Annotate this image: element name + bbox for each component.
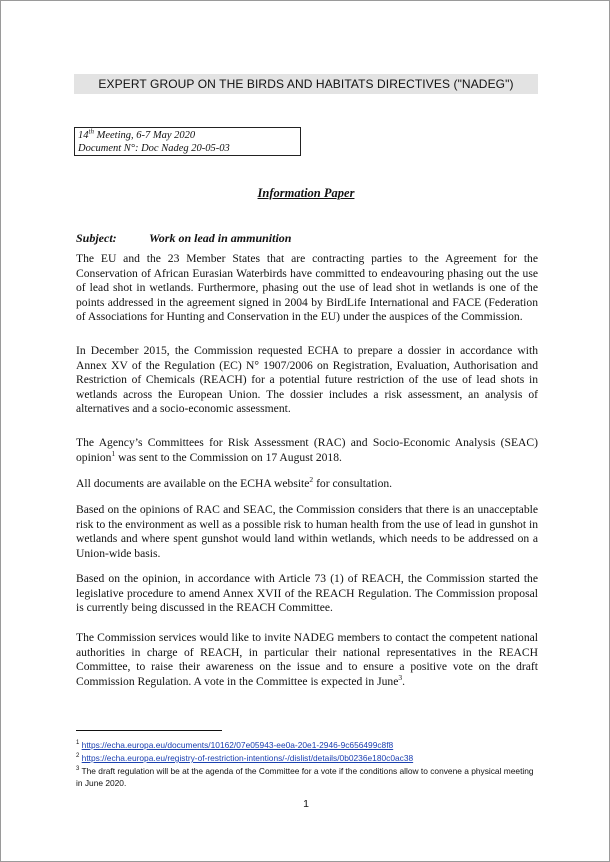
paragraph-5: Based on the opinions of RAC and SEAC, the Commission considers that there is an unacceptable risk to the environment as well as a possible risk to human health from the use of lead in gunshot in wetlands and where spent gunshot would land within wetlands, which needs to be addressed on a Union-wide basis. bbox=[76, 503, 538, 560]
subject-label: Subject: bbox=[76, 231, 117, 245]
header-banner: EXPERT GROUP ON THE BIRDS AND HABITATS DIRECTIVES ("NADEG") bbox=[74, 74, 538, 94]
paragraph-4 bbox=[76, 477, 538, 492]
subject-line bbox=[76, 231, 292, 246]
footnote-ref-2[interactable]: 2 bbox=[309, 475, 314, 485]
paragraph-3 bbox=[76, 436, 538, 465]
subject-value: Work on lead in ammunition bbox=[149, 231, 292, 245]
footnote-1 bbox=[76, 739, 538, 751]
paragraph-6: Based on the opinion, in accordance with Article 73 (1) of REACH, the Commission started the legislative procedure to amend Annex XVII of the REACH Regulation. The Commission proposal is currently being discussed in the REACH Committee. bbox=[76, 572, 538, 615]
paragraph-4-text-end: for consultation. bbox=[313, 477, 393, 490]
footnote-divider bbox=[76, 730, 222, 731]
footnote-1-link[interactable]: https://echa.europa.eu/documents/10162/07e05943-ee0a-20e1-2946-9c656499c8f8 bbox=[81, 740, 394, 750]
page-number: 1 bbox=[303, 798, 309, 810]
paper-title: Information Paper bbox=[257, 186, 355, 200]
footnote-2-link[interactable]: https://echa.europa.eu/registry-of-restriction-intentions/-/dislist/details/0b0236e180c0ac38 bbox=[81, 753, 414, 763]
meeting-info-box bbox=[74, 127, 301, 156]
meeting-number: 14 bbox=[78, 130, 89, 141]
paragraph-7 bbox=[76, 631, 538, 689]
paragraph-7-text: The Commission services would like to invite NADEG members to contact the competent national authorities in charge of REACH, in particular their national representatives in the REACH Committee, to raise their awareness on the issue and to ensure a positive vote on the draft Commission Regulation. A vote in the Committee is expected in June bbox=[76, 631, 538, 688]
meeting-line bbox=[78, 129, 300, 142]
paragraph-3-text-end: was sent to the Commission on 17 August 2018. bbox=[115, 450, 342, 464]
footnote-3-number: 3 bbox=[76, 766, 80, 773]
paragraph-1: The EU and the 23 Member States that are contracting parties to the Agreement for the Conservation of African Eurasian Waterbirds have committed to endeavouring phasing out the use of lead shot in wetlands. Furthermore, phasing out the use of lead shot in wetlands is one of the points addressed in the agreement signed in 2004 by BirdLife International and FACE (Federation of Associations for Hunting and Conservation in the EU) under the auspices of the Commission. bbox=[76, 252, 538, 324]
paragraph-3-text: The Agency’s Committees for Risk Assessment (RAC) and Socio-Economic Analysis (SEAC) opinion bbox=[76, 436, 538, 464]
footnote-ref-1[interactable]: 1 bbox=[111, 448, 116, 458]
meeting-suffix: th bbox=[88, 127, 94, 136]
footnote-ref-3[interactable]: 3 bbox=[398, 672, 403, 682]
paragraph-4-text: All documents are available on the ECHA website bbox=[76, 477, 310, 490]
meeting-date: Meeting, 6-7 May 2020 bbox=[93, 130, 196, 141]
paragraph-2: In December 2015, the Commission requested ECHA to prepare a dossier in accordance with Annex XV of the Regulation (EC) N° 1907/2006 on Registration, Evaluation, Authorisation and Restriction of Chemicals (REACH) for a potential future restriction of the use of lead shots in wetlands across the European Union. The dossier includes a risk assessment, an analysis of alternatives and a socio-economic assessment. bbox=[76, 344, 538, 416]
footnote-2 bbox=[76, 752, 538, 764]
footnote-3 bbox=[76, 765, 538, 789]
footnote-2-number: 2 bbox=[76, 753, 80, 760]
footnote-1-number: 1 bbox=[76, 740, 80, 747]
document-number: Document N°: Doc Nadeg 20-05-03 bbox=[78, 143, 230, 154]
footnote-3-text: The draft regulation will be at the agenda of the Committee for a vote if the conditions allow to convene a physical meeting in June 2020. bbox=[76, 766, 534, 788]
paragraph-7-text-end: . bbox=[402, 674, 405, 688]
